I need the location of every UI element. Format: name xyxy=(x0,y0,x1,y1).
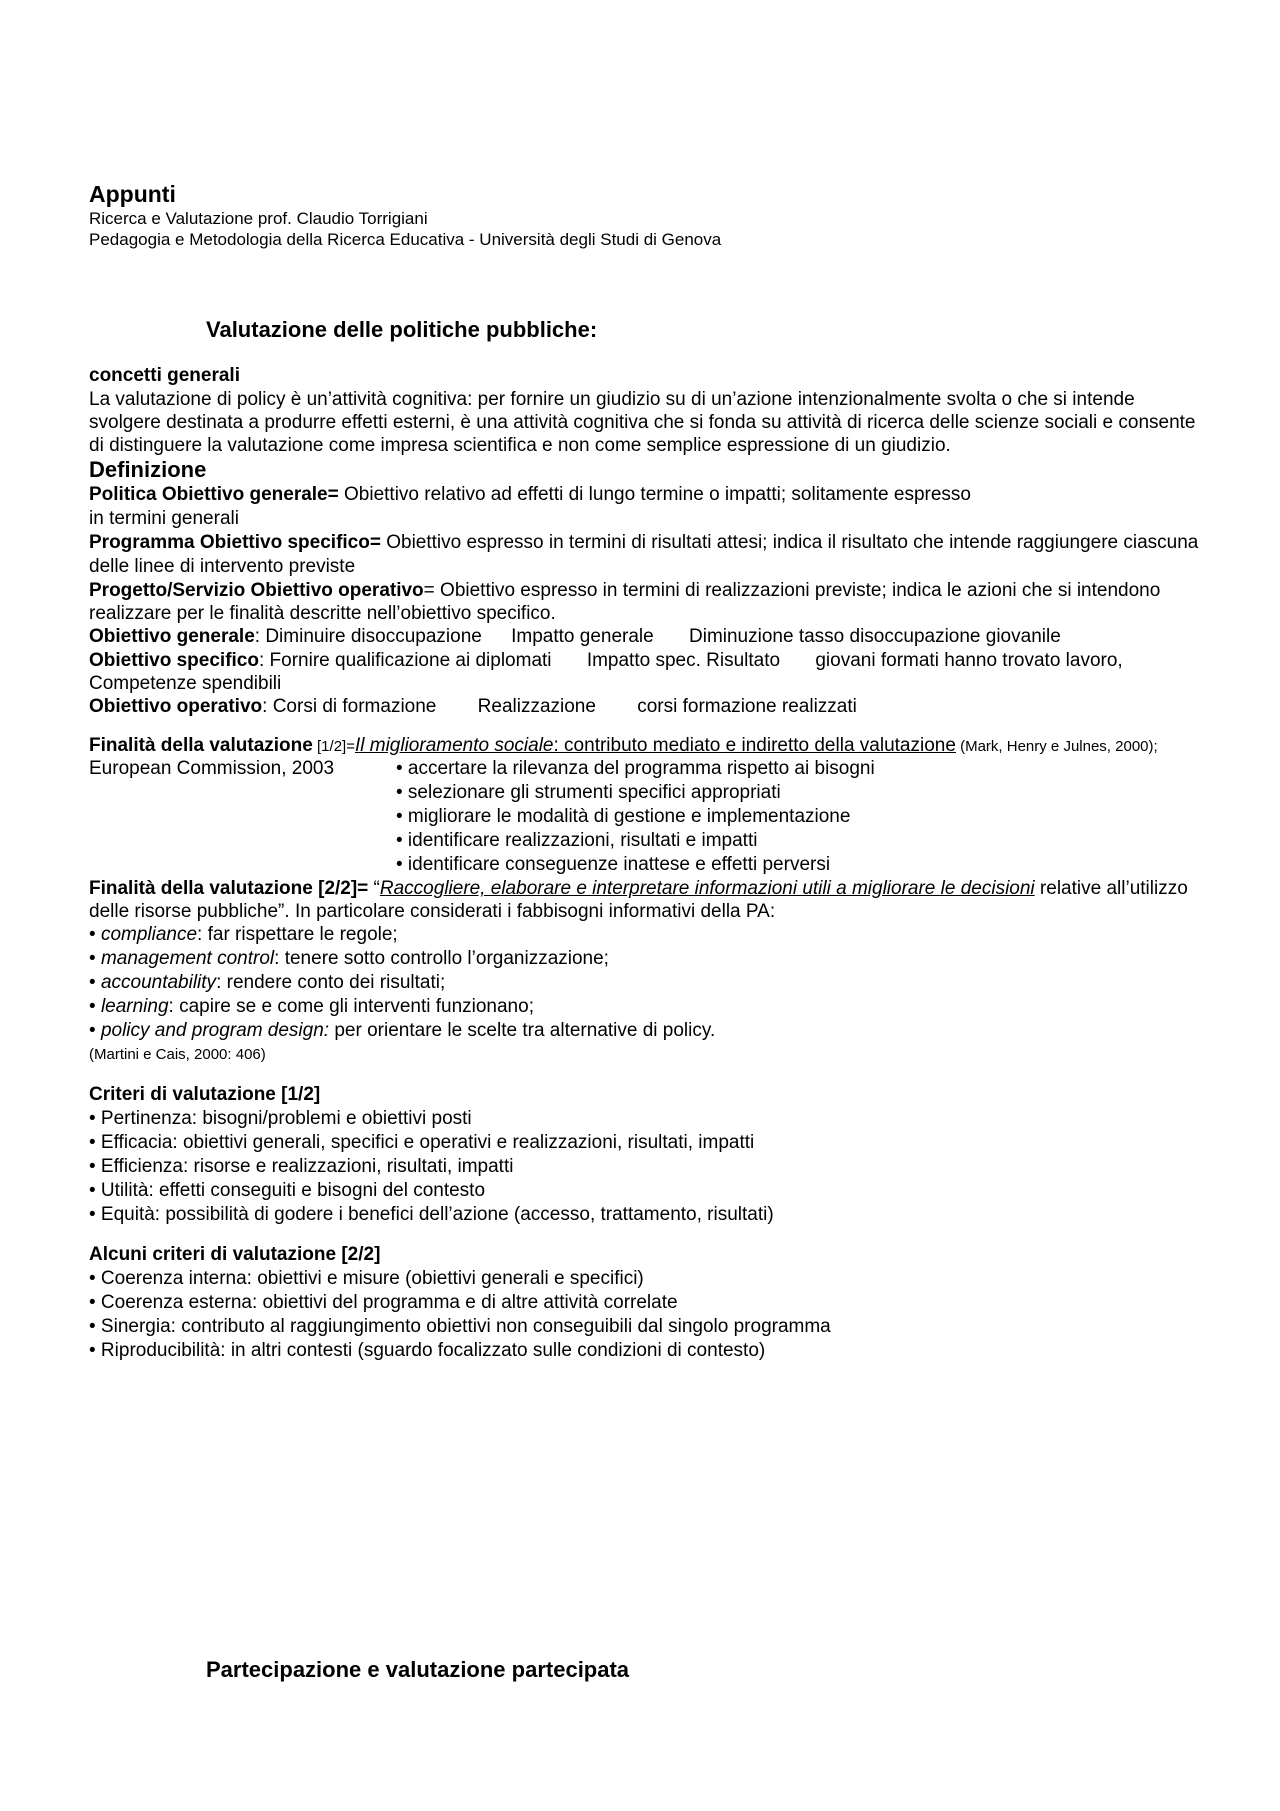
finalita1-label: Finalità della valutazione xyxy=(89,735,313,756)
list-item: • Coerenza interna: obiettivi e misure (obiettivi generali e specifici) xyxy=(89,1268,644,1289)
list-item: • Riproducibilità: in altri contesti (sguardo focalizzato sulle condizioni di contesto) xyxy=(89,1340,766,1361)
program-line: Pedagogia e Metodologia della Ricerca Educativa - Università degli Studi di Genova xyxy=(89,230,722,249)
example-col2: Realizzazione xyxy=(477,696,596,717)
list-item: • selezionare gli strumenti specifici appropriati xyxy=(396,782,781,803)
list-item: • migliorare le modalità di gestione e implementazione xyxy=(396,806,851,827)
example-text: : Diminuire disoccupazione xyxy=(254,626,482,647)
list-item: • Efficienza: risorse e realizzazioni, risultati, impatti xyxy=(89,1156,514,1177)
list-item: • Pertinenza: bisogni/problemi e obiettivi posti xyxy=(89,1108,472,1129)
finalita2-label: Finalità della valutazione [2/2]= xyxy=(89,878,369,899)
list-item: • Coerenza esterna: obiettivi del programma e di altre attività correlate xyxy=(89,1292,678,1313)
list-text: per orientare le scelte tra alternative di policy. xyxy=(329,1020,716,1041)
course-line: Ricerca e Valutazione prof. Claudio Torrigiani xyxy=(89,209,428,228)
list-item: • identificare conseguenze inattese e effetti perversi xyxy=(396,854,831,875)
list-term: learning xyxy=(100,996,169,1017)
finalita2-quote-open: “ xyxy=(368,878,380,899)
finalita1-italic: Il miglioramento sociale xyxy=(354,735,554,756)
definition-text: Obiettivo relativo ad effetti di lungo termine o impatti; solitamente espresso xyxy=(338,484,971,505)
example-col2: Impatto spec. Risultato xyxy=(586,650,781,671)
finalita1-cite: (Mark, Henry e Julnes, 2000); xyxy=(955,738,1158,755)
finalita1-tag: [1/2]= xyxy=(312,738,355,755)
definition-item xyxy=(89,483,1209,507)
example-text: : Fornire qualificazione ai diplomati xyxy=(258,650,552,671)
list-item: • management control: tenere sotto controllo l’organizzazione; xyxy=(89,948,609,969)
list-item: • identificare realizzazioni, risultati e impatti xyxy=(396,830,758,851)
finalita1-underlined: : contributo mediato e indiretto della valutazione xyxy=(553,735,956,756)
finalita1-source: European Commission, 2003 xyxy=(89,758,335,779)
list-term: policy and program design: xyxy=(100,1020,330,1041)
example-col3: corsi formazione realizzati xyxy=(637,696,857,717)
example-col3: Diminuzione tasso disoccupazione giovanile xyxy=(689,626,1061,647)
finalita1-line xyxy=(89,735,1209,757)
list-item: • Equità: possibilità di godere i benefici dell’azione (accesso, trattamento, risultati) xyxy=(89,1204,774,1225)
criteri2-heading: Alcuni criteri di valutazione [2/2] xyxy=(89,1244,381,1265)
list-term: compliance xyxy=(100,924,198,945)
list-item: • accountability: rendere conto dei risultati; xyxy=(89,972,446,993)
definition-item xyxy=(89,531,1209,579)
list-text: : capire se e come gli interventi funzionano; xyxy=(168,996,534,1017)
definition-text: = Obiettivo espresso in termini di realizzazioni previste; indica le azioni che si intendono realizzare per le finalità descritte nell’obiettivo specifico. xyxy=(89,580,1161,624)
example-label: Obiettivo operativo xyxy=(89,696,263,717)
list-term: management control xyxy=(100,948,275,969)
list-text: : rendere conto dei risultati; xyxy=(216,972,446,993)
example-col2: Impatto generale xyxy=(511,626,654,647)
definition-item-cont: in termini generali xyxy=(89,508,239,529)
document-body xyxy=(89,364,1209,1363)
finalita1-bullets xyxy=(396,757,875,877)
list-item: • learning: capire se e come gli interventi funzionano; xyxy=(89,996,534,1017)
list-item: • policy and program design: per orientare le scelte tra alternative di policy. xyxy=(89,1020,716,1041)
finalita2-italic: Raccogliere, elaborare e interpretare informazioni utili a migliorare le decisioni xyxy=(379,878,1035,899)
doc-title: Appunti xyxy=(89,181,176,207)
list-item: • Sinergia: contributo al raggiungimento obiettivi non conseguibili dal singolo programma xyxy=(89,1316,831,1337)
criteri1-heading: Criteri di valutazione [1/2] xyxy=(89,1084,321,1105)
definition-label: Programma Obiettivo specifico= xyxy=(89,532,381,553)
example-row xyxy=(89,695,1209,719)
definition-item xyxy=(89,579,1209,625)
section-title-partecipazione: Partecipazione e valutazione partecipata xyxy=(206,1657,630,1682)
list-item: • compliance: far rispettare le regole; xyxy=(89,924,398,945)
list-item: • Utilità: effetti conseguiti e bisogni del contesto xyxy=(89,1180,486,1201)
list-item: • accertare la rilevanza del programma rispetto ai bisogni xyxy=(396,758,875,779)
example-row xyxy=(89,649,1209,695)
finalita2-paragraph xyxy=(89,877,1209,923)
section-title-valutazione: Valutazione delle politiche pubbliche: xyxy=(206,317,598,342)
definition-label: Progetto/Servizio Obiettivo operativo xyxy=(89,580,424,601)
concetti-heading: concetti generali xyxy=(89,365,240,386)
document-page xyxy=(89,0,1209,1811)
example-row xyxy=(89,625,1209,649)
definition-label: Politica Obiettivo generale= xyxy=(89,484,339,505)
list-text: : far rispettare le regole; xyxy=(197,924,398,945)
example-label: Obiettivo specifico xyxy=(89,650,259,671)
concetti-text: La valutazione di policy è un’attività cognitiva: per fornire un giudizio su di un’azione intenzionalmente svolta o che si intende svolgere destinata a produrre effetti esterni, è una attività cognitiva che si fonda su attività di ricerca delle scienze sociali e consente di distinguere la valutazione come impresa scientifica e non come semplice espressione di un giudizio. xyxy=(89,389,1196,456)
list-term: accountability xyxy=(100,972,217,993)
example-text: : Corsi di formazione xyxy=(262,696,437,717)
definizione-heading: Definizione xyxy=(89,457,207,482)
list-item: • Efficacia: obiettivi generali, specifici e operativi e realizzazioni, risultati, impatti xyxy=(89,1132,755,1153)
finalita2-cite: (Martini e Cais, 2000: 406) xyxy=(89,1046,266,1063)
finalita2-rest: relative all’utilizzo delle risorse pubbliche”. In particolare considerati i fabbisogni informativi della PA: xyxy=(89,878,1188,922)
list-text: : tenere sotto controllo l’organizzazione; xyxy=(274,948,609,969)
finalita1-list xyxy=(89,757,1209,877)
example-col3: giovani formati hanno trovato lavoro, Competenze spendibili xyxy=(89,650,1123,694)
example-label: Obiettivo generale xyxy=(89,626,255,647)
definition-text: Obiettivo espresso in termini di risultati attesi; indica il risultato che intende raggiungere ciascuna delle linee di intervento previste xyxy=(89,532,1199,577)
